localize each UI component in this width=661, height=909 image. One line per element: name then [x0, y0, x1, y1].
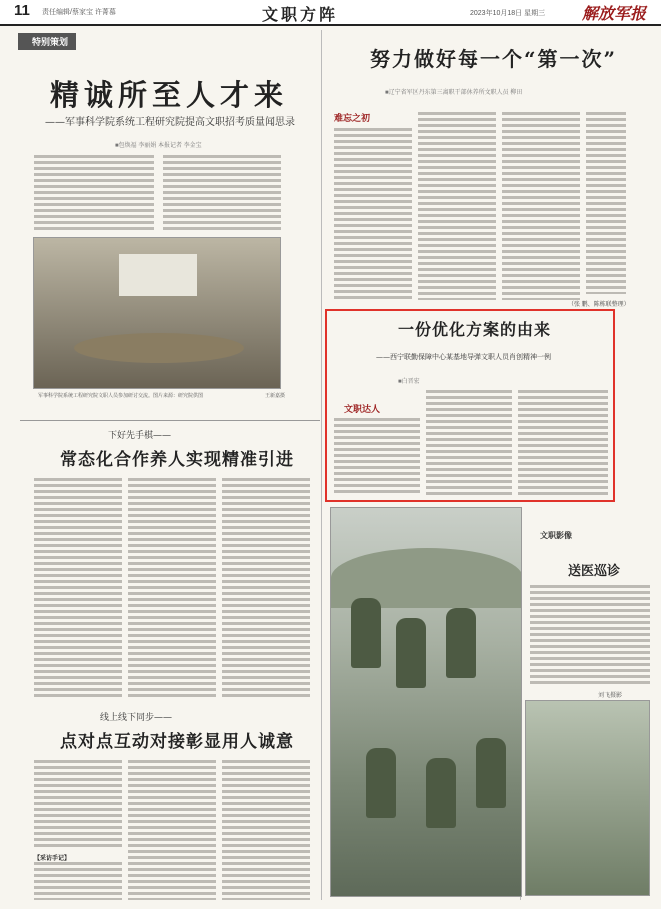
right-text-col4: [586, 112, 626, 294]
tag-memorable-start: 难忘之初: [334, 114, 371, 124]
column-divider: [321, 30, 322, 900]
sidebar-headline: 送医巡诊: [568, 564, 621, 579]
highlight-text-col3: [518, 390, 608, 496]
story3-text-col1: [34, 760, 122, 850]
story2-text-col1: [34, 478, 122, 700]
issue-date: 2023年10月18日 星期三: [470, 10, 546, 17]
newspaper-logo: 解放军报: [582, 4, 647, 23]
sidebar-credit: 刘飞摄影: [598, 693, 623, 699]
projector-screen: [119, 254, 197, 296]
interview-note-title: 【采访手记】: [34, 855, 71, 862]
highlight-headline: 一份优化方案的由来: [398, 320, 552, 339]
lead-intro-text-2: [163, 155, 281, 233]
soldiers-photo: [330, 507, 522, 897]
right-signature: （张 鹏、陈栋联整理）: [568, 302, 630, 308]
right-text-col2: [418, 112, 496, 300]
right-text-col1: [334, 128, 412, 300]
lead-subhead: ——军事科学院系统工程研究院提高文职招考质量闻思录: [45, 117, 295, 128]
meeting-table: [74, 333, 244, 363]
soldier-figure: [366, 748, 396, 818]
special-feature-tag: 特别策划: [18, 33, 76, 50]
section-title: 文职方阵: [262, 5, 339, 24]
story3-kicker: 线上线下同步——: [100, 713, 173, 723]
sidebar-tag: 文职影像: [540, 530, 572, 540]
right-text-col3: [502, 112, 580, 300]
soldier-figure: [351, 598, 381, 668]
page-number: 11: [14, 2, 30, 19]
medical-visit-photo: [525, 700, 650, 896]
section-rule: [20, 420, 320, 421]
editor-line: 责任编辑/蔡家宝 许菁慕: [42, 9, 116, 16]
right-byline: ■辽宁省军区丹东第三离职干部休养所文职人员 柳田: [385, 90, 523, 96]
lead-headline: 精诚所至人才来: [50, 78, 289, 112]
right-headline: 努力做好每一个“第一次”: [370, 47, 618, 71]
story3-headline: 点对点互动对接彰显用人诚意: [60, 732, 294, 752]
lead-photo: [33, 237, 281, 389]
highlight-byline: ■白晋宏: [398, 379, 420, 385]
highlight-text-col1: [334, 418, 420, 496]
highlight-subhead: ——西宁联勤保障中心某基地导弹文职人员肖创精神一例: [376, 353, 551, 361]
lead-photo-caption: 军事科学院系统工程研究院文职人员参加研讨交流。图片来源：研究院供图: [38, 393, 204, 399]
lead-intro-text: [34, 155, 154, 233]
soldier-figure: [396, 618, 426, 688]
lead-byline: ■包焕福 李丽娟 本报记者 李金宝: [115, 143, 202, 149]
story2-text-col3: [222, 478, 310, 700]
story2-kicker: 下好先手棋——: [108, 431, 172, 441]
story3-text-col3: [222, 760, 310, 900]
sidebar-text: [530, 585, 650, 685]
soldier-figure: [446, 608, 476, 678]
story2-headline: 常态化合作养人实现精准引进: [60, 450, 294, 470]
tag-civilian-expert: 文职达人: [344, 405, 381, 415]
story3-text-col2: [128, 760, 216, 900]
interview-note-text: [34, 862, 122, 900]
lead-photo-credit: 王新嘉摄: [265, 393, 286, 399]
soldier-figure: [426, 758, 456, 828]
soldier-figure: [476, 738, 506, 808]
masthead: [0, 0, 661, 26]
story2-text-col2: [128, 478, 216, 700]
highlight-text-col2: [426, 390, 512, 496]
